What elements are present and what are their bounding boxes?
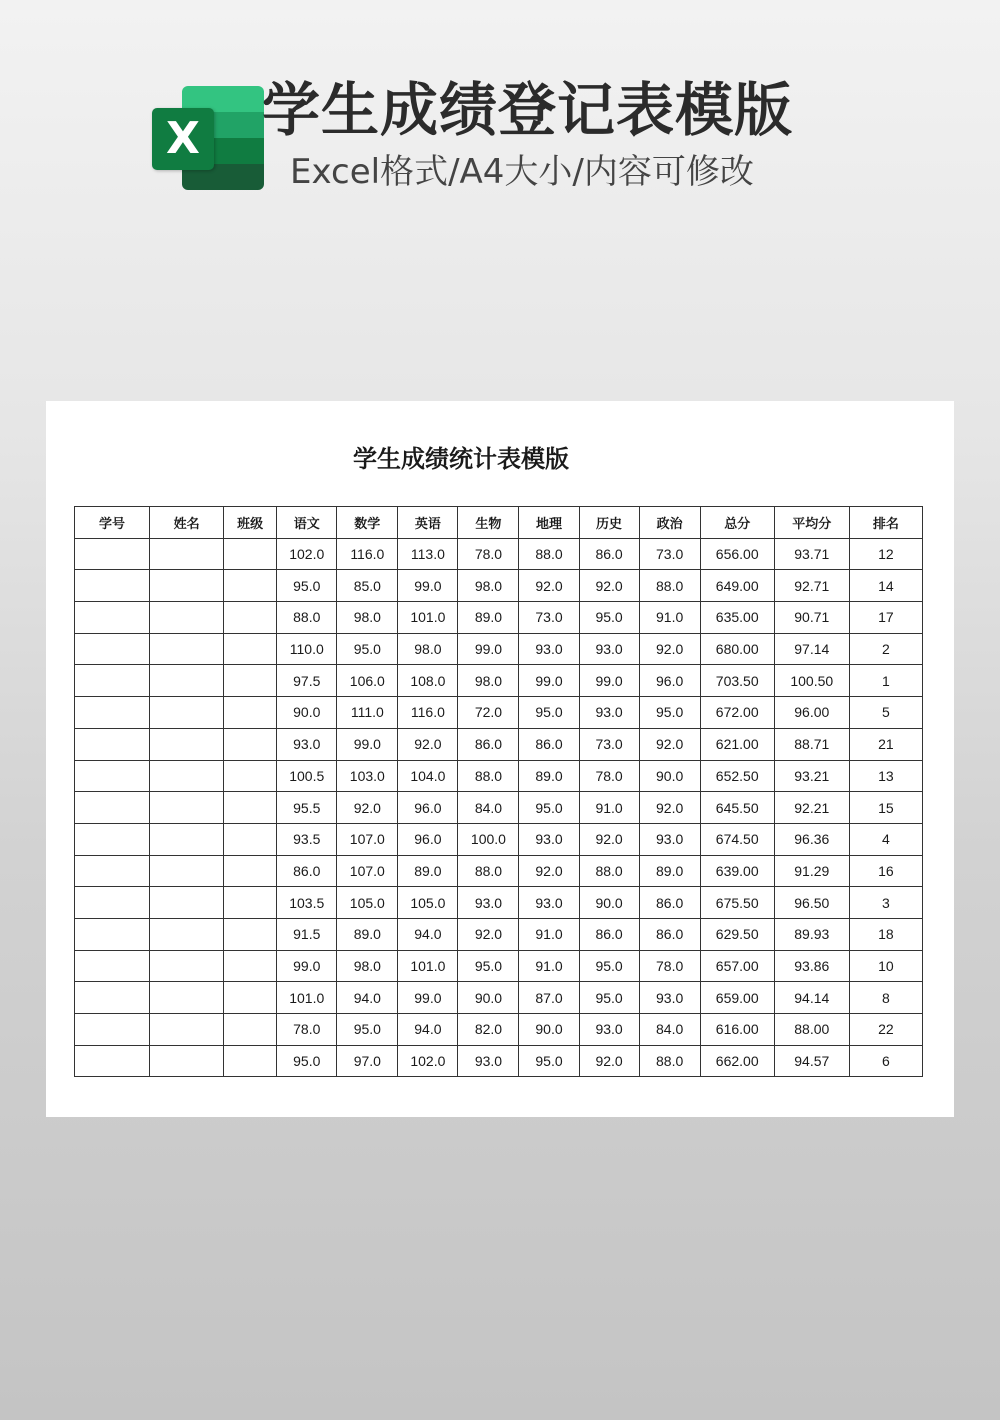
table-cell: 86.0 [639,887,700,919]
table-cell: 96.0 [398,823,458,855]
table-cell: 88.0 [579,855,639,887]
banner-header [0,0,1000,230]
table-row [75,918,923,950]
table-cell: 103.0 [337,760,398,792]
table-row [75,1045,923,1077]
table-cell: 84.0 [458,792,519,824]
table-cell: 93.21 [774,760,849,792]
table-row [75,982,923,1014]
table-cell: 91.29 [774,855,849,887]
column-header: 生物 [458,507,519,539]
table-cell: 93.5 [277,823,337,855]
table-cell: 94.0 [398,1014,458,1046]
table-cell: 97.14 [774,633,849,665]
table-cell [75,1014,150,1046]
table-cell: 93.0 [458,1045,519,1077]
table-cell: 98.0 [398,633,458,665]
table-cell [75,728,150,760]
table-cell [150,538,224,570]
table-cell: 98.0 [458,570,519,602]
table-cell: 86.0 [639,918,700,950]
table-cell: 15 [849,792,922,824]
table-cell: 90.0 [277,697,337,729]
table-cell: 93.0 [519,823,579,855]
table-cell: 12 [849,538,922,570]
excel-logo-badge: X [152,108,214,170]
table-row [75,538,923,570]
page-title: 学生成绩登记表模版 [262,76,794,144]
table-row [75,602,923,634]
table-cell: 13 [849,760,922,792]
table-cell [224,950,277,982]
table-cell: 95.0 [519,697,579,729]
score-table [74,506,923,1077]
table-cell [150,1045,224,1077]
column-header: 平均分 [774,507,849,539]
table-cell: 95.0 [337,1014,398,1046]
table-cell: 98.0 [337,602,398,634]
column-header: 地理 [519,507,579,539]
table-cell [224,570,277,602]
table-cell: 96.50 [774,887,849,919]
table-cell [75,982,150,1014]
table-cell [75,950,150,982]
table-cell: 6 [849,1045,922,1077]
table-cell: 90.0 [639,760,700,792]
table-cell: 88.0 [639,570,700,602]
table-cell [75,602,150,634]
table-cell: 99.0 [579,665,639,697]
table-cell: 649.00 [700,570,774,602]
table-cell: 94.57 [774,1045,849,1077]
table-cell [224,665,277,697]
table-row [75,855,923,887]
table-cell: 672.00 [700,697,774,729]
table-cell: 92.21 [774,792,849,824]
table-cell: 82.0 [458,1014,519,1046]
table-cell: 656.00 [700,538,774,570]
table-cell: 639.00 [700,855,774,887]
table-cell [224,602,277,634]
table-cell [224,823,277,855]
table-cell [150,792,224,824]
table-row [75,665,923,697]
table-cell: 110.0 [277,633,337,665]
table-cell: 92.0 [639,633,700,665]
table-cell [75,570,150,602]
table-cell [75,538,150,570]
table-cell: 116.0 [337,538,398,570]
table-cell: 90.0 [519,1014,579,1046]
table-cell: 88.0 [277,602,337,634]
table-cell: 107.0 [337,855,398,887]
table-cell: 98.0 [458,665,519,697]
table-cell [75,760,150,792]
table-cell: 97.5 [277,665,337,697]
table-cell: 17 [849,602,922,634]
table-cell [75,792,150,824]
table-cell: 18 [849,918,922,950]
table-cell: 91.5 [277,918,337,950]
table-cell: 88.0 [458,760,519,792]
table-cell: 21 [849,728,922,760]
table-cell: 92.0 [579,823,639,855]
table-cell: 95.0 [277,1045,337,1077]
table-cell: 96.36 [774,823,849,855]
table-cell: 113.0 [398,538,458,570]
table-cell: 89.0 [458,602,519,634]
column-header: 学号 [75,507,150,539]
table-cell [224,1014,277,1046]
table-cell: 94.0 [398,918,458,950]
table-row [75,760,923,792]
table-cell [224,1045,277,1077]
table-cell: 92.0 [579,1045,639,1077]
table-cell: 89.0 [337,918,398,950]
table-cell [150,728,224,760]
table-cell: 93.0 [639,823,700,855]
table-cell: 94.14 [774,982,849,1014]
table-cell: 95.0 [519,1045,579,1077]
table-cell: 93.0 [579,633,639,665]
table-cell: 92.0 [639,728,700,760]
column-header: 政治 [639,507,700,539]
table-cell: 95.0 [579,950,639,982]
table-row [75,728,923,760]
table-cell [150,982,224,1014]
table-cell: 86.0 [458,728,519,760]
table-cell: 616.00 [700,1014,774,1046]
table-cell: 10 [849,950,922,982]
table-cell: 93.0 [519,633,579,665]
table-cell: 89.0 [639,855,700,887]
table-row [75,697,923,729]
table-cell: 86.0 [579,538,639,570]
table-cell: 89.0 [398,855,458,887]
table-cell [150,950,224,982]
table-cell: 78.0 [639,950,700,982]
table-cell: 95.0 [458,950,519,982]
column-header: 历史 [579,507,639,539]
table-cell: 92.0 [519,855,579,887]
table-cell [150,823,224,855]
table-cell: 16 [849,855,922,887]
table-cell: 14 [849,570,922,602]
table-cell [75,887,150,919]
table-cell: 95.0 [519,792,579,824]
table-cell: 78.0 [579,760,639,792]
table-cell: 100.5 [277,760,337,792]
table-cell [150,855,224,887]
table-cell: 88.00 [774,1014,849,1046]
table-cell [150,760,224,792]
table-cell: 88.0 [458,855,519,887]
table-cell: 3 [849,887,922,919]
table-cell: 101.0 [398,602,458,634]
table-cell: 90.0 [458,982,519,1014]
table-cell [75,855,150,887]
table-cell: 635.00 [700,602,774,634]
table-cell: 675.50 [700,887,774,919]
table-cell: 86.0 [579,918,639,950]
table-row [75,792,923,824]
table-cell [75,633,150,665]
table-cell: 92.0 [579,570,639,602]
table-row [75,633,923,665]
column-header: 语文 [277,507,337,539]
table-cell: 106.0 [337,665,398,697]
table-cell: 78.0 [277,1014,337,1046]
table-cell: 105.0 [337,887,398,919]
table-cell: 86.0 [277,855,337,887]
table-row [75,950,923,982]
table-cell: 629.50 [700,918,774,950]
table-row [75,823,923,855]
table-cell: 674.50 [700,823,774,855]
table-cell: 92.71 [774,570,849,602]
table-cell: 95.0 [579,982,639,1014]
table-cell: 95.0 [579,602,639,634]
sheet-title: 学生成绩统计表模版 [353,445,569,473]
table-cell: 72.0 [458,697,519,729]
table-cell: 111.0 [337,697,398,729]
table-cell: 95.5 [277,792,337,824]
table-cell [150,602,224,634]
table-cell [150,697,224,729]
table-row [75,570,923,602]
table-cell: 87.0 [519,982,579,1014]
table-cell: 93.0 [519,887,579,919]
table-cell: 93.0 [639,982,700,1014]
table-cell: 95.0 [277,570,337,602]
table-cell [75,697,150,729]
table-cell: 78.0 [458,538,519,570]
table-cell: 85.0 [337,570,398,602]
column-header: 英语 [398,507,458,539]
table-cell: 99.0 [277,950,337,982]
table-cell: 657.00 [700,950,774,982]
table-cell: 103.5 [277,887,337,919]
table-cell: 96.0 [639,665,700,697]
table-cell [224,918,277,950]
table-cell: 116.0 [398,697,458,729]
table-cell: 99.0 [458,633,519,665]
table-cell: 104.0 [398,760,458,792]
table-cell: 93.86 [774,950,849,982]
column-header: 排名 [849,507,922,539]
table-cell: 93.71 [774,538,849,570]
table-cell: 5 [849,697,922,729]
column-header: 姓名 [150,507,224,539]
table-cell: 89.0 [519,760,579,792]
table-cell: 91.0 [519,950,579,982]
table-cell: 94.0 [337,982,398,1014]
table-cell: 99.0 [398,570,458,602]
table-cell [150,1014,224,1046]
table-cell: 100.0 [458,823,519,855]
table-cell: 99.0 [337,728,398,760]
table-cell: 652.50 [700,760,774,792]
table-cell: 92.0 [458,918,519,950]
table-cell: 8 [849,982,922,1014]
table-cell [150,887,224,919]
table-cell: 92.0 [639,792,700,824]
table-cell: 92.0 [519,570,579,602]
table-cell [224,982,277,1014]
table-cell: 101.0 [277,982,337,1014]
excel-logo-icon [152,86,264,190]
table-cell [224,887,277,919]
table-row [75,1014,923,1046]
table-cell: 88.0 [519,538,579,570]
table-cell: 96.0 [398,792,458,824]
table-cell: 102.0 [277,538,337,570]
column-header: 数学 [337,507,398,539]
table-cell: 91.0 [519,918,579,950]
table-cell: 1 [849,665,922,697]
table-cell: 91.0 [579,792,639,824]
table-cell [75,1045,150,1077]
table-header-row [75,507,923,539]
table-cell: 99.0 [398,982,458,1014]
table-cell [224,538,277,570]
table-cell: 93.0 [579,1014,639,1046]
table-cell [150,633,224,665]
table-cell: 90.0 [579,887,639,919]
table-cell [150,570,224,602]
table-cell: 100.50 [774,665,849,697]
table-cell: 662.00 [700,1045,774,1077]
table-cell: 93.0 [579,697,639,729]
table-cell: 101.0 [398,950,458,982]
table-row [75,887,923,919]
table-cell: 98.0 [337,950,398,982]
table-cell [224,633,277,665]
table-cell: 88.71 [774,728,849,760]
table-cell [75,918,150,950]
table-cell: 107.0 [337,823,398,855]
table-cell: 89.93 [774,918,849,950]
table-cell [224,697,277,729]
table-cell: 73.0 [579,728,639,760]
table-cell: 90.71 [774,602,849,634]
table-cell: 2 [849,633,922,665]
table-cell: 102.0 [398,1045,458,1077]
table-cell: 22 [849,1014,922,1046]
table-cell: 108.0 [398,665,458,697]
table-cell: 99.0 [519,665,579,697]
table-cell: 93.0 [277,728,337,760]
table-cell: 4 [849,823,922,855]
table-cell [75,665,150,697]
spreadsheet-preview [46,401,954,1117]
table-cell: 703.50 [700,665,774,697]
table-cell: 97.0 [337,1045,398,1077]
table-cell: 105.0 [398,887,458,919]
page-subtitle: Excel格式/A4大小/内容可修改 [290,152,754,192]
table-cell: 93.0 [458,887,519,919]
table-cell [75,823,150,855]
table-cell [224,855,277,887]
table-cell: 88.0 [639,1045,700,1077]
table-cell: 95.0 [337,633,398,665]
table-cell: 91.0 [639,602,700,634]
table-cell [150,918,224,950]
table-cell [224,728,277,760]
table-cell: 659.00 [700,982,774,1014]
table-cell: 73.0 [519,602,579,634]
table-cell [224,792,277,824]
table-cell: 84.0 [639,1014,700,1046]
table-cell: 680.00 [700,633,774,665]
table-cell: 92.0 [398,728,458,760]
table-cell: 95.0 [639,697,700,729]
table-cell: 96.00 [774,697,849,729]
table-cell [224,760,277,792]
table-cell [150,665,224,697]
column-header: 班级 [224,507,277,539]
table-cell: 645.50 [700,792,774,824]
column-header: 总分 [700,507,774,539]
table-cell: 73.0 [639,538,700,570]
table-cell: 621.00 [700,728,774,760]
table-cell: 86.0 [519,728,579,760]
table-cell: 92.0 [337,792,398,824]
